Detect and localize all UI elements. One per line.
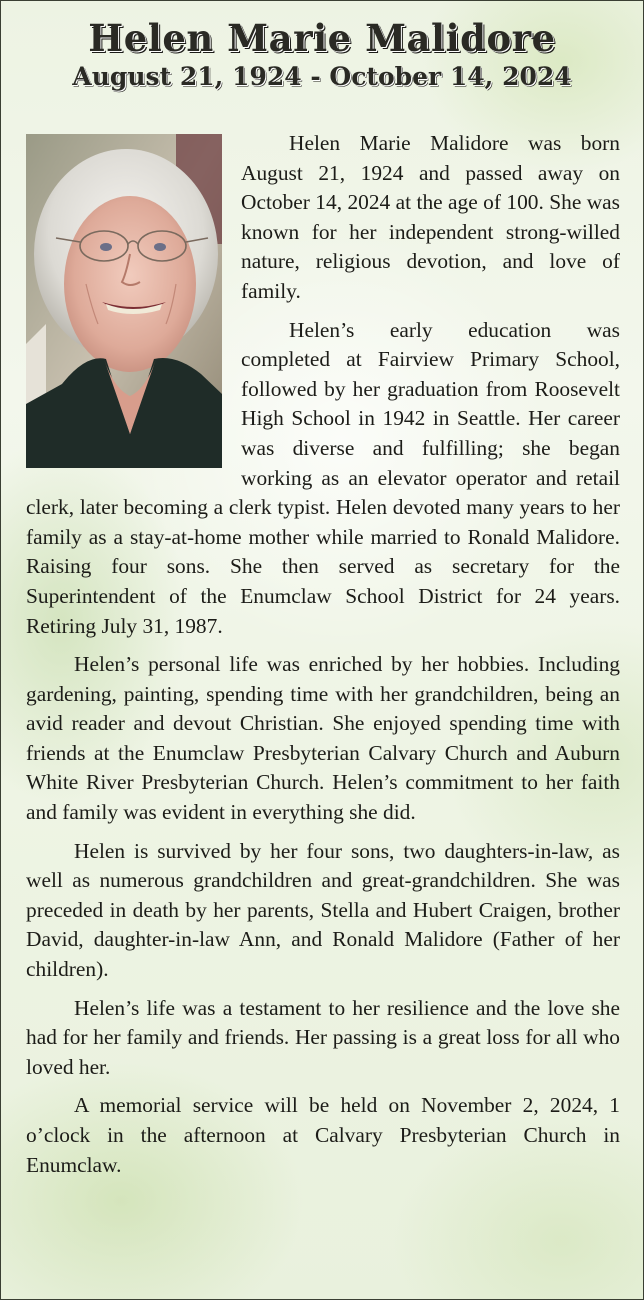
paragraph-birth: Helen Marie Malidore was born August 21, 1924 and passed away on October 14, 2024 at the age of 100. She was known for her independent strong-willed nature, religious devotion, and love of family. — [241, 131, 620, 303]
life-dates: August 21, 1924 - October 14, 2024 — [72, 62, 572, 91]
paragraph-survivors: Helen is survived by her four sons, two daughters-in-law, as well as numerous grandchildren and great-grandchildren. She was preceded in death by her parents, Stella and Hubert Craigen, brother David, daughter-in-law Ann, and Ronald Malidore (Father of her children). — [26, 838, 620, 982]
deceased-name: Helen Marie Malidore — [88, 16, 556, 60]
paragraph-memorial-service: A memorial service will be held on November 2, 2024, 1 o’clock in the afternoon at Calvary Presbyterian Church in Enumclaw. — [26, 1093, 620, 1177]
paragraph-testament: Helen’s life was a testament to her resilience and the love she had for her family and friends. Her passing is a great loss for all who loved her. — [26, 995, 620, 1079]
paragraph-education-career: Helen’s early education was completed at Fairview Primary School, followed by her graduation from Roosevelt High School in 1942 in Seattle. Her career was diverse and fulfilling; she began working as an elevator operator and retail clerk, later becoming a clerk typist. Helen devoted many years to her family as a stay-at-home mother while married to Ronald Malidore. Raising four sons. She then served as secretary for the Superintendent of the Enumclaw School District for 24 years. Retiring July 31, 1987. — [26, 317, 620, 638]
obituary-header — [1, 15, 643, 93]
photo-spacer — [26, 129, 241, 475]
paragraph-personal-life: Helen’s personal life was enriched by her hobbies. Including gardening, painting, spending time with her grandchildren, being an avid reader and devout Christian. She enjoyed spending time with friends at the Enumclaw Presbyterian Calvary Church and Auburn White River Presbyterian Church. Helen’s commitment to her faith and family was evident in everything she did. — [26, 652, 620, 825]
obituary-body — [26, 129, 620, 1189]
